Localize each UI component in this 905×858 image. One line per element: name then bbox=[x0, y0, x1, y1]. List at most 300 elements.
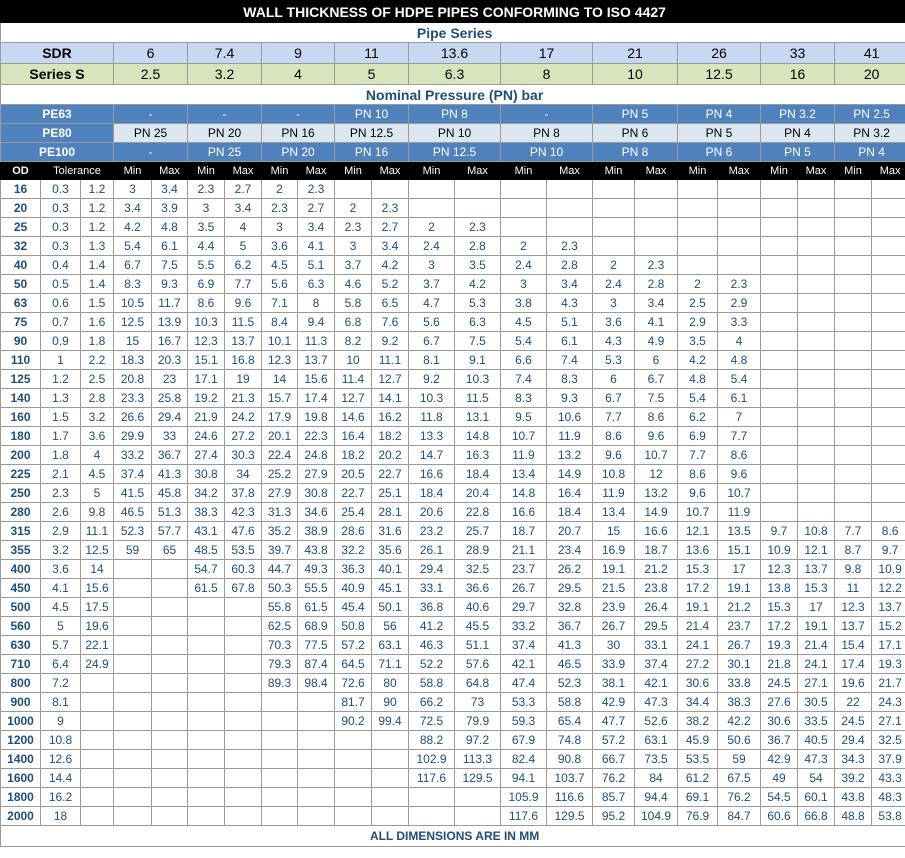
wall-max: 15.2 bbox=[872, 617, 905, 636]
wall-min bbox=[761, 332, 798, 351]
wall-min: 9.7 bbox=[761, 522, 798, 541]
wall-min bbox=[761, 237, 798, 256]
wall-min bbox=[835, 389, 872, 408]
wall-min: 14.6 bbox=[335, 408, 372, 427]
wall-min: 9.6 bbox=[593, 446, 635, 465]
wall-min bbox=[188, 769, 225, 788]
wall-min: 46.3 bbox=[409, 636, 455, 655]
wall-min: 19.2 bbox=[188, 389, 225, 408]
wall-max bbox=[372, 180, 409, 199]
wall-min: 70.3 bbox=[262, 636, 298, 655]
wall-min: 2.4 bbox=[501, 256, 547, 275]
table-row bbox=[1, 807, 905, 826]
od-value: 25 bbox=[1, 218, 41, 237]
wall-max bbox=[225, 693, 262, 712]
wall-min: 30.6 bbox=[761, 712, 798, 731]
wall-min: 19.1 bbox=[593, 560, 635, 579]
wall-max bbox=[455, 788, 501, 807]
wall-max: 43.8 bbox=[298, 541, 335, 560]
wall-max: 29.5 bbox=[547, 579, 593, 598]
wall-max bbox=[798, 332, 835, 351]
wall-max: 53.5 bbox=[225, 541, 262, 560]
wall-min bbox=[501, 218, 547, 237]
pipe-series-heading: Pipe Series bbox=[1, 23, 905, 43]
wall-max: 2.7 bbox=[298, 199, 335, 218]
wall-max bbox=[152, 617, 188, 636]
wall-max: 8.6 bbox=[718, 446, 761, 465]
wall-min: 8.3 bbox=[501, 389, 547, 408]
wall-max: 22.8 bbox=[455, 503, 501, 522]
wall-min bbox=[761, 294, 798, 313]
wall-max: 11.5 bbox=[225, 313, 262, 332]
wall-max: 63.1 bbox=[635, 731, 678, 750]
od-header: OD bbox=[1, 162, 41, 180]
wall-max: 37.9 bbox=[872, 750, 905, 769]
series-s-value: 8 bbox=[501, 64, 593, 85]
wall-min: 10.7 bbox=[501, 427, 547, 446]
wall-min: 3.5 bbox=[678, 332, 718, 351]
min-header: Min bbox=[335, 162, 372, 180]
wall-min: 27.9 bbox=[262, 484, 298, 503]
tolerance-max: 9.8 bbox=[81, 503, 114, 522]
wall-min: 46.5 bbox=[114, 503, 152, 522]
wall-min: 5.8 bbox=[335, 294, 372, 313]
od-value: 125 bbox=[1, 370, 41, 389]
wall-max: 20.2 bbox=[372, 446, 409, 465]
wall-max: 94.4 bbox=[635, 788, 678, 807]
wall-max: 23.8 bbox=[635, 579, 678, 598]
wall-max: 9.6 bbox=[225, 294, 262, 313]
table-row bbox=[1, 655, 905, 674]
wall-max bbox=[372, 788, 409, 807]
wall-max: 57.6 bbox=[455, 655, 501, 674]
wall-max: 36.7 bbox=[152, 446, 188, 465]
tolerance-min: 3.2 bbox=[41, 541, 81, 560]
table-row bbox=[1, 541, 905, 560]
max-header: Max bbox=[798, 162, 835, 180]
wall-max bbox=[718, 256, 761, 275]
wall-max: 68.9 bbox=[298, 617, 335, 636]
wall-min: 3 bbox=[501, 275, 547, 294]
wall-max: 13.1 bbox=[455, 408, 501, 427]
wall-max: 30.3 bbox=[225, 446, 262, 465]
wall-min: 6.9 bbox=[678, 427, 718, 446]
wall-max: 3.3 bbox=[718, 313, 761, 332]
wall-max: 3.4 bbox=[372, 237, 409, 256]
max-header: Max bbox=[152, 162, 188, 180]
wall-max: 3.4 bbox=[298, 218, 335, 237]
wall-max: 20.3 bbox=[152, 351, 188, 370]
pressure-rating: PN 8 bbox=[593, 143, 678, 162]
wall-min: 44.7 bbox=[262, 560, 298, 579]
wall-min: 57.2 bbox=[335, 636, 372, 655]
od-value: 280 bbox=[1, 503, 41, 522]
wall-max: 84 bbox=[635, 769, 678, 788]
wall-min bbox=[761, 484, 798, 503]
od-value: 40 bbox=[1, 256, 41, 275]
table-row bbox=[1, 636, 905, 655]
wall-min bbox=[678, 199, 718, 218]
wall-max: 9.4 bbox=[298, 313, 335, 332]
wall-max bbox=[547, 218, 593, 237]
wall-min: 38.1 bbox=[593, 674, 635, 693]
wall-max: 10.3 bbox=[455, 370, 501, 389]
wall-max: 5 bbox=[225, 237, 262, 256]
wall-min: 3.6 bbox=[593, 313, 635, 332]
wall-min: 12.3 bbox=[761, 560, 798, 579]
wall-max bbox=[798, 389, 835, 408]
wall-min: 72.5 bbox=[409, 712, 455, 731]
tolerance-min: 10.8 bbox=[41, 731, 81, 750]
wall-min: 28.6 bbox=[335, 522, 372, 541]
wall-max: 73.5 bbox=[635, 750, 678, 769]
wall-max bbox=[872, 237, 905, 256]
tolerance-min: 1 bbox=[41, 351, 81, 370]
wall-max: 18.7 bbox=[635, 541, 678, 560]
wall-min: 23.3 bbox=[114, 389, 152, 408]
wall-max bbox=[872, 218, 905, 237]
wall-min: 19.6 bbox=[835, 674, 872, 693]
wall-min: 50.8 bbox=[335, 617, 372, 636]
wall-max: 74.8 bbox=[547, 731, 593, 750]
wall-min bbox=[114, 617, 152, 636]
pe-label: PE100 bbox=[1, 143, 114, 162]
wall-max: 14.9 bbox=[635, 503, 678, 522]
tolerance-max: 4 bbox=[81, 446, 114, 465]
wall-max bbox=[798, 427, 835, 446]
wall-max: 2.8 bbox=[547, 256, 593, 275]
od-value: 800 bbox=[1, 674, 41, 693]
wall-max bbox=[152, 693, 188, 712]
wall-min: 8.3 bbox=[114, 275, 152, 294]
wall-max bbox=[872, 275, 905, 294]
wall-max: 15.6 bbox=[298, 370, 335, 389]
wall-min: 10.8 bbox=[593, 465, 635, 484]
table-row bbox=[1, 560, 905, 579]
wall-min: 39.2 bbox=[835, 769, 872, 788]
wall-min: 8.1 bbox=[409, 351, 455, 370]
wall-max: 13.7 bbox=[225, 332, 262, 351]
wall-max: 51.3 bbox=[152, 503, 188, 522]
wall-min bbox=[835, 313, 872, 332]
wall-max: 47.3 bbox=[798, 750, 835, 769]
wall-min: 79.3 bbox=[262, 655, 298, 674]
wall-max: 6 bbox=[635, 351, 678, 370]
wall-min bbox=[835, 408, 872, 427]
wall-min: 7.4 bbox=[501, 370, 547, 389]
wall-max: 19.3 bbox=[872, 655, 905, 674]
wall-max bbox=[798, 313, 835, 332]
wall-min bbox=[761, 389, 798, 408]
wall-min: 8.6 bbox=[678, 465, 718, 484]
wall-min: 8.7 bbox=[835, 541, 872, 560]
wall-max bbox=[872, 503, 905, 522]
pressure-rating: PN 3.2 bbox=[761, 105, 835, 124]
wall-min: 29.4 bbox=[409, 560, 455, 579]
wall-max bbox=[872, 332, 905, 351]
wall-min bbox=[114, 636, 152, 655]
wall-min: 21.1 bbox=[501, 541, 547, 560]
wall-max: 60.3 bbox=[225, 560, 262, 579]
wall-max bbox=[635, 199, 678, 218]
wall-min bbox=[835, 446, 872, 465]
wall-min bbox=[835, 218, 872, 237]
wall-max bbox=[872, 351, 905, 370]
wall-min bbox=[835, 351, 872, 370]
tolerance-max: 1.4 bbox=[81, 275, 114, 294]
wall-max: 99.4 bbox=[372, 712, 409, 731]
wall-max: 18.4 bbox=[547, 503, 593, 522]
pressure-rating: PN 8 bbox=[409, 105, 501, 124]
wall-max: 18.2 bbox=[372, 427, 409, 446]
series-s-label: Series S bbox=[1, 64, 114, 85]
wall-min bbox=[593, 218, 635, 237]
wall-min: 2.3 bbox=[262, 199, 298, 218]
wall-min: 43.1 bbox=[188, 522, 225, 541]
wall-max: 33.5 bbox=[798, 712, 835, 731]
wall-max: 11.9 bbox=[718, 503, 761, 522]
wall-max: 6.3 bbox=[298, 275, 335, 294]
wall-max: 24.3 bbox=[872, 693, 905, 712]
wall-min: 8.6 bbox=[593, 427, 635, 446]
wall-max: 67.5 bbox=[718, 769, 761, 788]
wall-min bbox=[262, 693, 298, 712]
wall-max: 38.9 bbox=[298, 522, 335, 541]
wall-max: 23.7 bbox=[718, 617, 761, 636]
wall-min: 24.6 bbox=[188, 427, 225, 446]
wall-min: 10.1 bbox=[262, 332, 298, 351]
wall-min: 117.6 bbox=[409, 769, 455, 788]
wall-min: 12.3 bbox=[188, 332, 225, 351]
wall-max: 2.3 bbox=[718, 275, 761, 294]
wall-min bbox=[835, 237, 872, 256]
wall-max bbox=[372, 807, 409, 826]
wall-max bbox=[225, 788, 262, 807]
min-header: Min bbox=[501, 162, 547, 180]
wall-min: 10.3 bbox=[188, 313, 225, 332]
wall-max: 17.1 bbox=[872, 636, 905, 655]
wall-max bbox=[872, 465, 905, 484]
pressure-rating: PN 20 bbox=[188, 124, 262, 143]
tolerance-max: 12.5 bbox=[81, 541, 114, 560]
tolerance-min: 0.9 bbox=[41, 332, 81, 351]
od-value: 20 bbox=[1, 199, 41, 218]
wall-min: 88.2 bbox=[409, 731, 455, 750]
wall-min: 42.9 bbox=[761, 750, 798, 769]
min-header: Min bbox=[593, 162, 635, 180]
wall-max: 129.5 bbox=[547, 807, 593, 826]
tolerance-max bbox=[81, 731, 114, 750]
wall-min: 16.6 bbox=[409, 465, 455, 484]
wall-max: 9.7 bbox=[872, 541, 905, 560]
wall-max bbox=[872, 427, 905, 446]
table-row bbox=[1, 693, 905, 712]
wall-min: 30 bbox=[593, 636, 635, 655]
wall-min bbox=[262, 788, 298, 807]
min-header: Min bbox=[262, 162, 298, 180]
wall-min: 3.5 bbox=[188, 218, 225, 237]
wall-max: 19.1 bbox=[718, 579, 761, 598]
wall-max bbox=[798, 484, 835, 503]
wall-max: 10.7 bbox=[718, 484, 761, 503]
wall-max: 6.1 bbox=[718, 389, 761, 408]
wall-min bbox=[761, 180, 798, 199]
series-s-row bbox=[1, 64, 905, 85]
max-header: Max bbox=[635, 162, 678, 180]
wall-min bbox=[335, 731, 372, 750]
wall-min: 11 bbox=[835, 579, 872, 598]
table-row bbox=[1, 617, 905, 636]
wall-max: 51.1 bbox=[455, 636, 501, 655]
wall-max: 33.1 bbox=[635, 636, 678, 655]
wall-max: 17 bbox=[718, 560, 761, 579]
wall-max: 4.1 bbox=[298, 237, 335, 256]
wall-min: 52.3 bbox=[114, 522, 152, 541]
max-header: Max bbox=[872, 162, 905, 180]
wall-min: 13.4 bbox=[501, 465, 547, 484]
wall-min: 40.9 bbox=[335, 579, 372, 598]
tolerance-min: 12.6 bbox=[41, 750, 81, 769]
wall-min bbox=[761, 408, 798, 427]
wall-max: 40.5 bbox=[798, 731, 835, 750]
wall-max: 35.6 bbox=[372, 541, 409, 560]
wall-max: 17 bbox=[798, 598, 835, 617]
wall-max: 65.4 bbox=[547, 712, 593, 731]
max-header: Max bbox=[547, 162, 593, 180]
wall-max: 129.5 bbox=[455, 769, 501, 788]
wall-min: 9.6 bbox=[678, 484, 718, 503]
max-header: Max bbox=[455, 162, 501, 180]
wall-min: 45.4 bbox=[335, 598, 372, 617]
wall-min: 22 bbox=[835, 693, 872, 712]
wall-min: 6 bbox=[593, 370, 635, 389]
wall-min: 16.6 bbox=[501, 503, 547, 522]
wall-max: 36.7 bbox=[547, 617, 593, 636]
max-header: Max bbox=[225, 162, 262, 180]
wall-min: 17.1 bbox=[188, 370, 225, 389]
wall-min: 5.4 bbox=[114, 237, 152, 256]
wall-max: 14.8 bbox=[455, 427, 501, 446]
wall-max: 8.3 bbox=[547, 370, 593, 389]
wall-min: 42.9 bbox=[593, 693, 635, 712]
wall-min: 59 bbox=[114, 541, 152, 560]
wall-min: 90.2 bbox=[335, 712, 372, 731]
pressure-rating: PN 4 bbox=[835, 143, 905, 162]
tolerance-min: 0.4 bbox=[41, 256, 81, 275]
wall-min: 34.3 bbox=[835, 750, 872, 769]
wall-min bbox=[761, 351, 798, 370]
wall-max bbox=[225, 712, 262, 731]
wall-max: 50.1 bbox=[372, 598, 409, 617]
wall-min: 47.7 bbox=[593, 712, 635, 731]
tolerance-max: 5 bbox=[81, 484, 114, 503]
wall-min: 4.8 bbox=[678, 370, 718, 389]
od-value: 63 bbox=[1, 294, 41, 313]
wall-max: 13.2 bbox=[635, 484, 678, 503]
wall-min: 72.6 bbox=[335, 674, 372, 693]
wall-min bbox=[114, 750, 152, 769]
wall-min: 81.7 bbox=[335, 693, 372, 712]
wall-max: 14.1 bbox=[372, 389, 409, 408]
pressure-rating: PN 4 bbox=[761, 124, 835, 143]
table-row bbox=[1, 503, 905, 522]
wall-max: 32.8 bbox=[547, 598, 593, 617]
pe-label: PE80 bbox=[1, 124, 114, 143]
pressure-rating: PN 4 bbox=[678, 105, 761, 124]
tolerance-max bbox=[81, 807, 114, 826]
table-row bbox=[1, 351, 905, 370]
sdr-row bbox=[1, 43, 905, 64]
wall-min: 4.5 bbox=[501, 313, 547, 332]
table-row bbox=[1, 389, 905, 408]
wall-max: 21.2 bbox=[718, 598, 761, 617]
od-value: 1600 bbox=[1, 769, 41, 788]
min-header: Min bbox=[678, 162, 718, 180]
wall-min bbox=[761, 503, 798, 522]
wall-max bbox=[798, 446, 835, 465]
wall-max: 32.5 bbox=[872, 731, 905, 750]
tolerance-min: 8.1 bbox=[41, 693, 81, 712]
wall-max bbox=[872, 446, 905, 465]
wall-max: 52.6 bbox=[635, 712, 678, 731]
wall-min: 2.9 bbox=[678, 313, 718, 332]
table-row bbox=[1, 598, 905, 617]
wall-max: 90 bbox=[372, 693, 409, 712]
wall-max: 80 bbox=[372, 674, 409, 693]
wall-min bbox=[188, 655, 225, 674]
wall-max: 41.3 bbox=[152, 465, 188, 484]
series-s-value: 5 bbox=[335, 64, 409, 85]
wall-min: 10.5 bbox=[114, 294, 152, 313]
wall-min: 48.8 bbox=[835, 807, 872, 826]
wall-max bbox=[152, 674, 188, 693]
wall-min bbox=[409, 199, 455, 218]
table-row bbox=[1, 674, 905, 693]
wall-min bbox=[835, 256, 872, 275]
pressure-rating: PN 5 bbox=[593, 105, 678, 124]
wall-max: 13.5 bbox=[718, 522, 761, 541]
tolerance-min: 2.3 bbox=[41, 484, 81, 503]
wall-min: 26.7 bbox=[593, 617, 635, 636]
wall-min: 48.5 bbox=[188, 541, 225, 560]
wall-max: 16.2 bbox=[372, 408, 409, 427]
od-value: 90 bbox=[1, 332, 41, 351]
wall-max: 9.6 bbox=[635, 427, 678, 446]
wall-max: 23 bbox=[152, 370, 188, 389]
wall-min: 17.2 bbox=[678, 579, 718, 598]
wall-max: 6.5 bbox=[372, 294, 409, 313]
wall-max: 2.3 bbox=[372, 199, 409, 218]
wall-max bbox=[372, 769, 409, 788]
tolerance-min: 0.3 bbox=[41, 180, 81, 199]
wall-max: 28.1 bbox=[372, 503, 409, 522]
wall-max: 8 bbox=[298, 294, 335, 313]
wall-max: 49.3 bbox=[298, 560, 335, 579]
wall-min: 6.7 bbox=[593, 389, 635, 408]
wall-min: 11.4 bbox=[335, 370, 372, 389]
wall-max: 45.8 bbox=[152, 484, 188, 503]
table-row bbox=[1, 256, 905, 275]
wall-max bbox=[152, 655, 188, 674]
wall-max: 16.4 bbox=[547, 484, 593, 503]
wall-max: 27.9 bbox=[298, 465, 335, 484]
od-value: 16 bbox=[1, 180, 41, 199]
wall-min: 50.3 bbox=[262, 579, 298, 598]
wall-min: 2.4 bbox=[593, 275, 635, 294]
od-value: 160 bbox=[1, 408, 41, 427]
wall-max: 9.3 bbox=[547, 389, 593, 408]
tolerance-max: 1.3 bbox=[81, 237, 114, 256]
